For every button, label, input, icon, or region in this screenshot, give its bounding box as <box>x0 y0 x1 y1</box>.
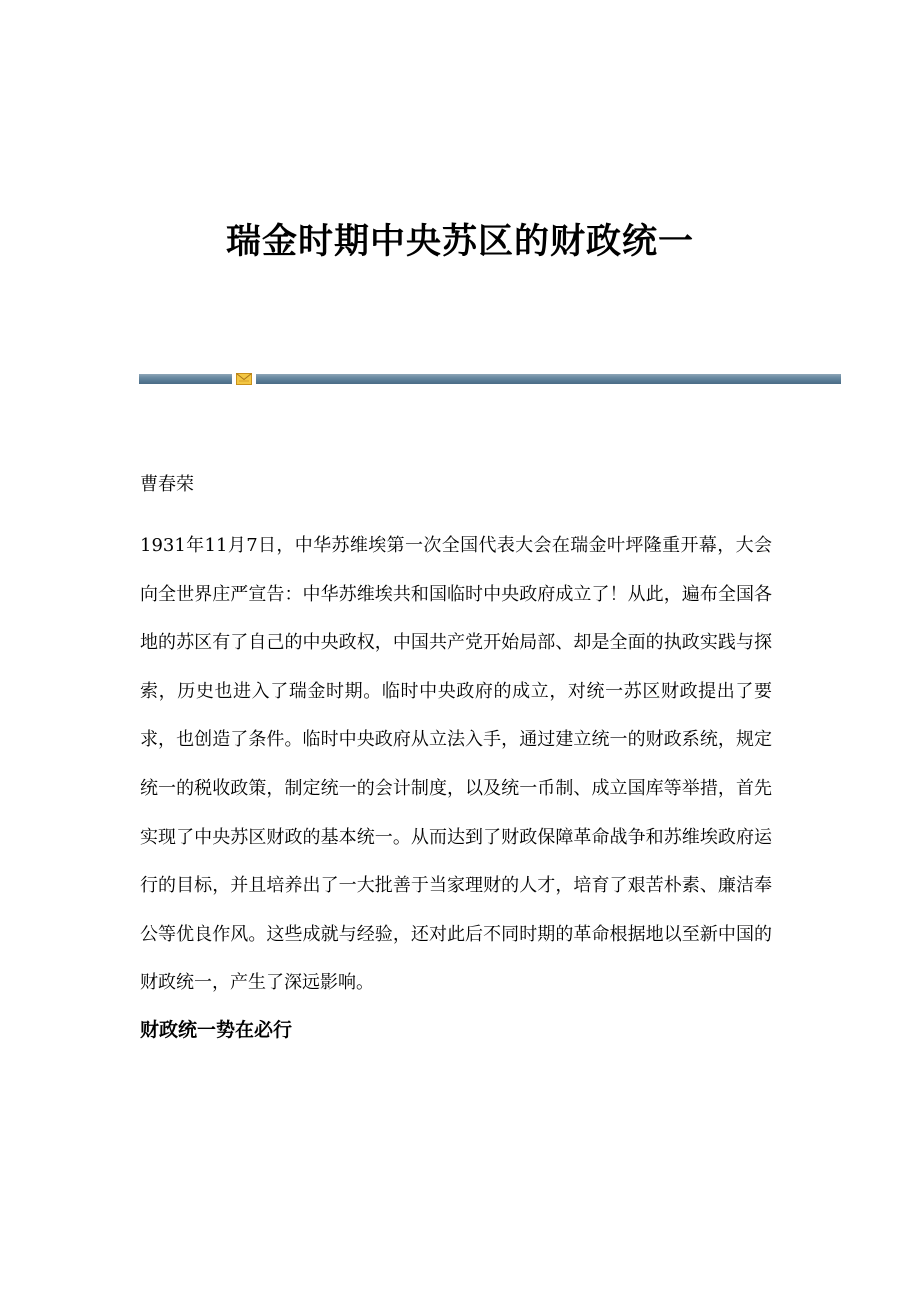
envelope-icon <box>236 373 252 385</box>
author-name: 曹春荣 <box>140 474 194 495</box>
title-divider-right <box>256 374 841 384</box>
section-heading: 财政统一势在必行 <box>140 1019 293 1041</box>
body-paragraph: 1931年11月7日，中华苏维埃第一次全国代表大会在瑞金叶坪隆重开幕，大会向全世界庄严宣告：中华苏维埃共和国临时中央政府成立了！从此，遍布全国各地的苏区有了自己的中央政权，中国共产党开始局部、却是全面的执政实践与探索，历史也进入了瑞金时期。临时中央政府的成立，对统一苏区财政提出了要求，也创造了条件。临时中央政府从立法入手，通过建立统一的财政系统，规定统一的税收政策，制定统一的会计制度，以及统一币制、成立国库等举措，首先实现了中央苏区财政的基本统一。从而达到了财政保障革命战争和苏维埃政府运行的目标，并且培养出了一大批善于当家理财的人才，培育了艰苦朴素、廉洁奉公等优良作风。这些成就与经验，还对此后不同时期的革命根据地以至新中国的财政统一，产生了深远影响。 <box>140 535 772 994</box>
page-title: 瑞金时期中央苏区的财政统一 <box>225 221 694 262</box>
title-divider-left <box>139 374 232 384</box>
